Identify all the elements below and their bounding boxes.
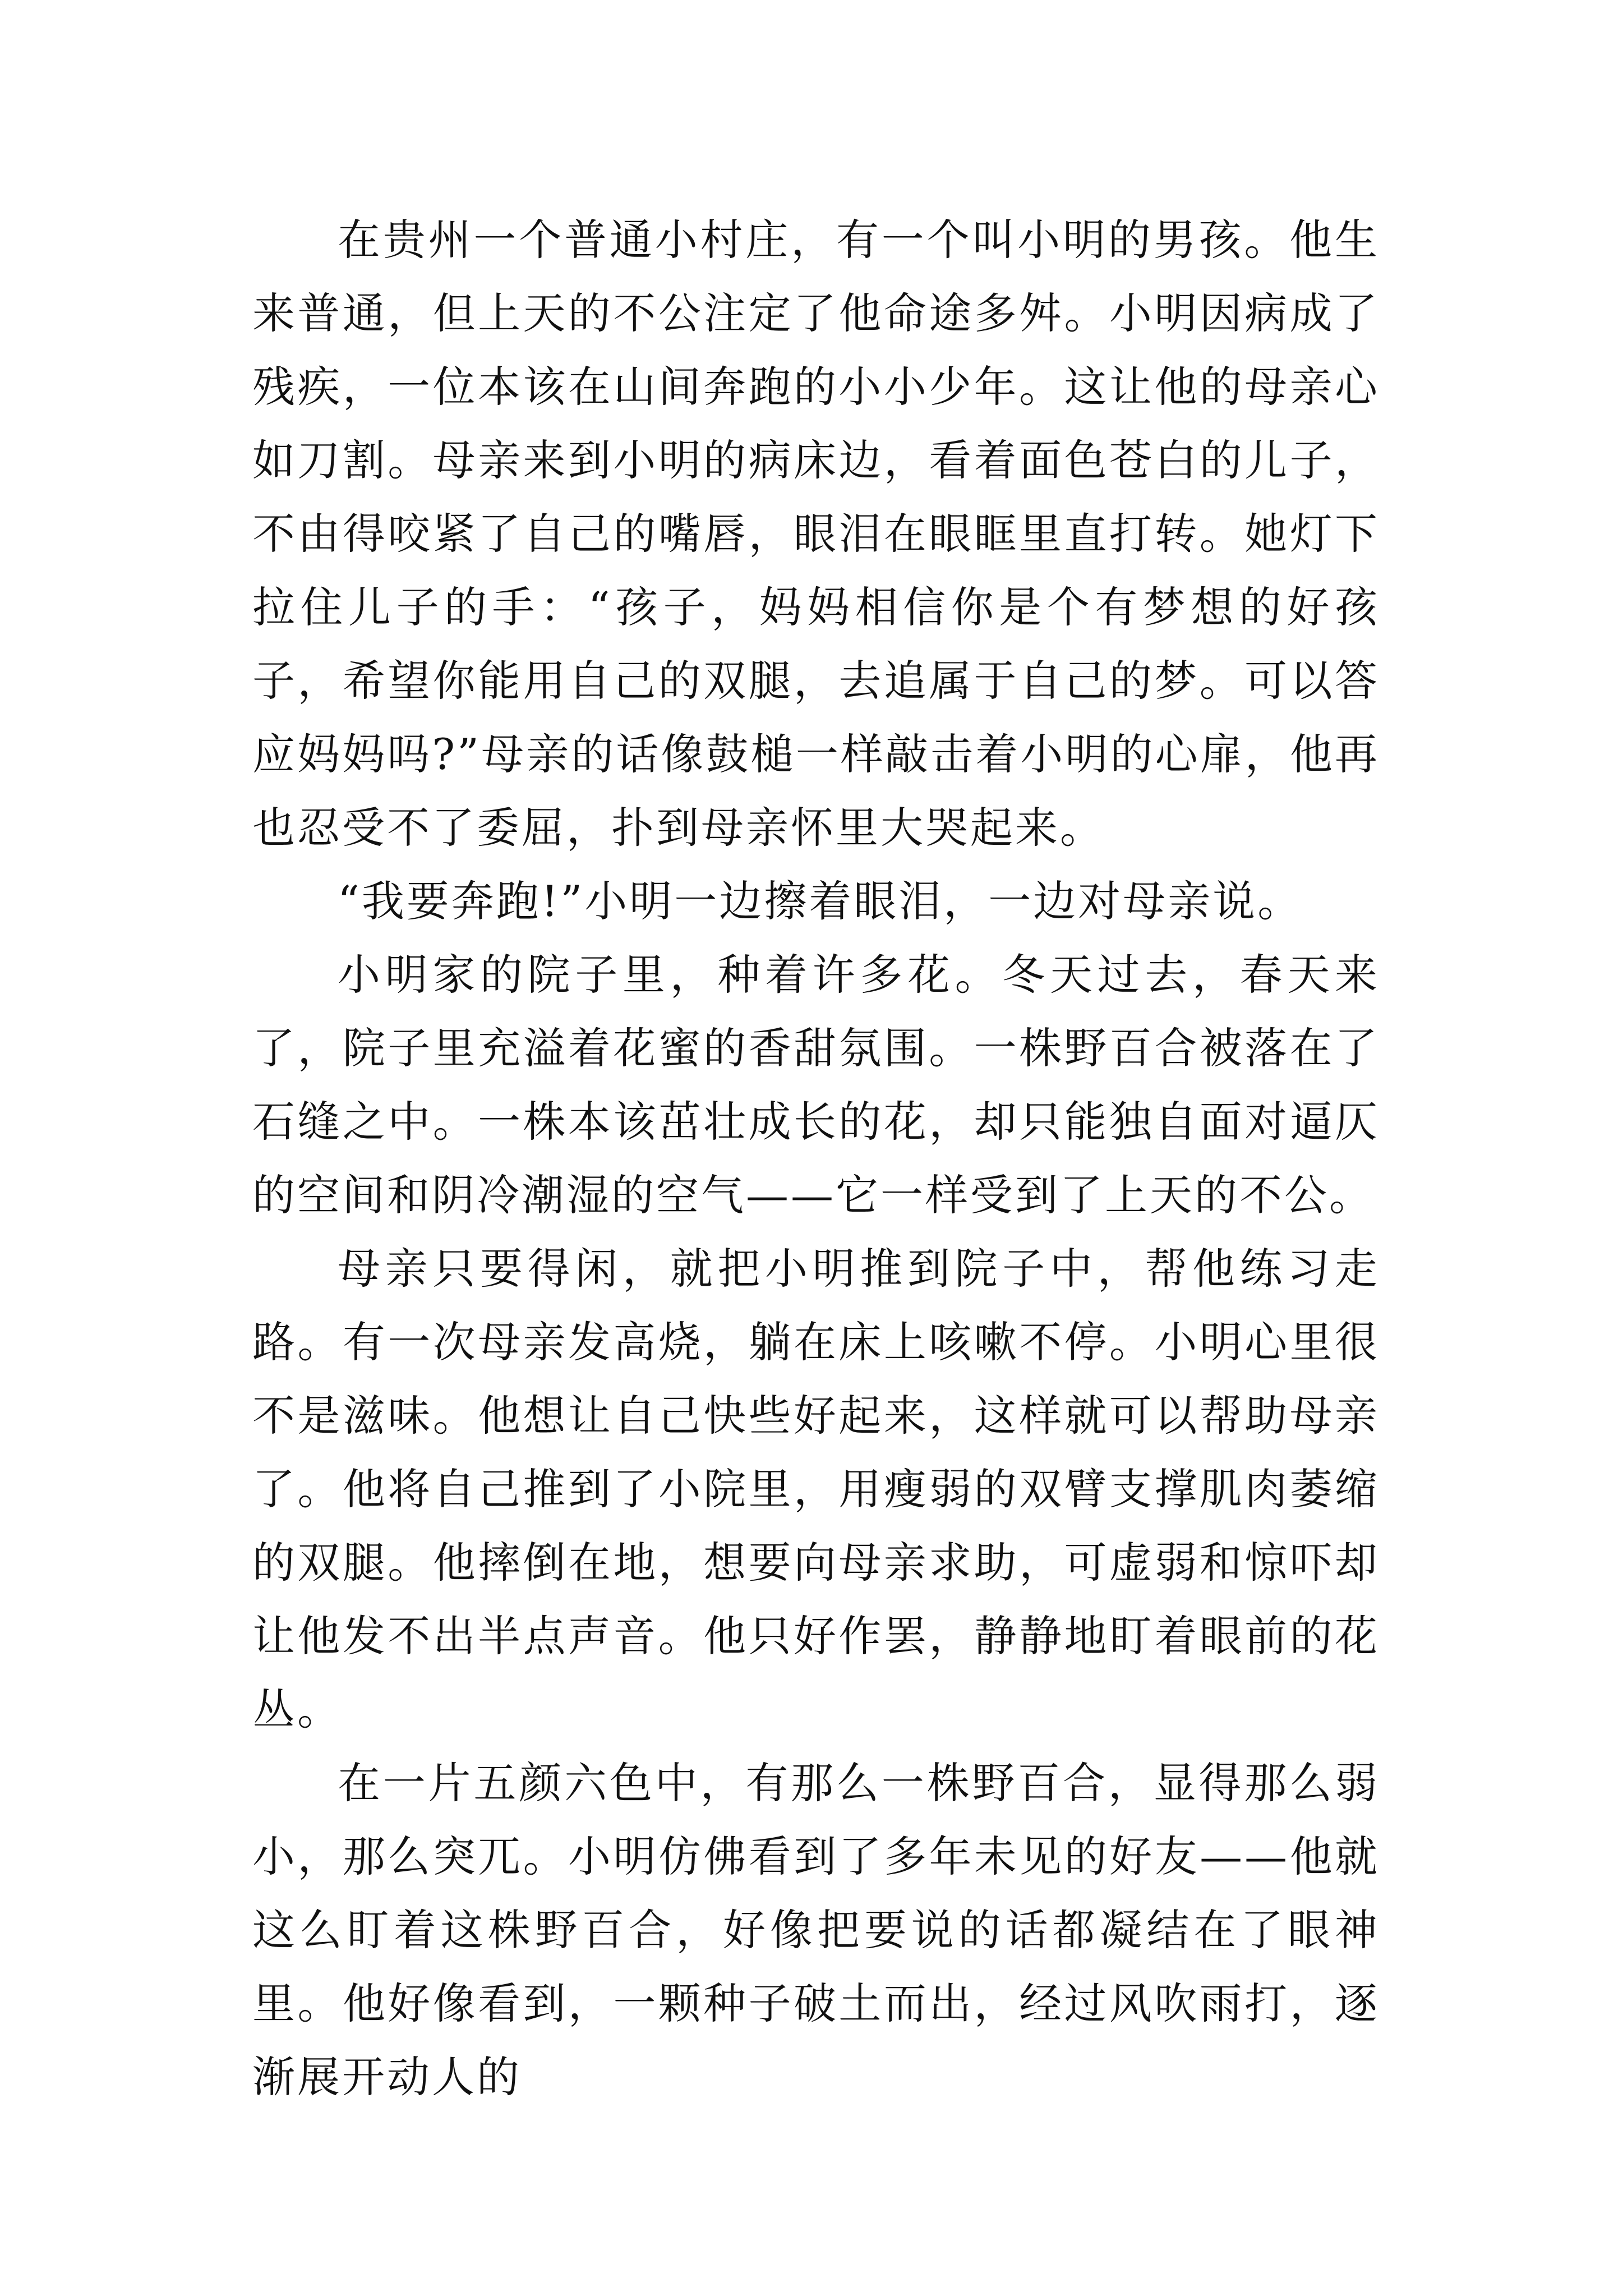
paragraph-4: 母亲只要得闲，就把小明推到院子中，帮他练习走路。有一次母亲发高烧，躺在床上咳嗽不停。小明心里很不是滋味。他想让自己快些好起来，这样就可以帮助母亲了。他将自己推到了小院里，用瘦弱的双臂支撑肌肉萎缩的双腿。他摔倒在地，想要向母亲求助，可虚弱和惊吓却让他发不出半点声音。他只好作罢，静静地盯着眼前的花丛。 — [252, 1244, 1380, 1734]
paragraph-2: “我要奔跑!”小明一边擦着眼泪，一边对母亲说。 — [338, 876, 1303, 926]
paragraph-5: 在一片五颜六色中，有那么一株野百合，显得那么弱小，那么突兀。小明仿佛看到了多年未见的好友——他就这么盯着这株野百合，好像把要说的话都凝结在了眼神里。他好像看到，一颗种子破土而出，经过风吹雨打，逐渐展开动人的 — [252, 1758, 1380, 2102]
paragraph-1: 在贵州一个普通小村庄，有一个叫小明的男孩。他生来普通，但上天的不公注定了他命途多舛。小明因病成了残疾，一位本该在山间奔跑的小小少年。这让他的母亲心如刀割。母亲来到小明的病床边，看着面色苍白的儿子，不由得咬紧了自己的嘴唇，眼泪在眼眶里直打转。她灯下拉住儿子的手：“孩子，妈妈相信你是个有梦想的好孩子，希望你能用自己的双腿，去追属于自己的梦。可以答应妈妈吗?”母亲的话像鼓槌一样敲击着小明的心扉，他再也忍受不了委屈，扑到母亲怀里大哭起来。 — [252, 215, 1380, 853]
document-body — [252, 203, 1380, 2114]
paragraph-3: 小明家的院子里，种着许多花。冬天过去，春天来了，院子里充溢着花蜜的香甜氛围。一株野百合被落在了石缝之中。一株本该茁壮成长的花，却只能独自面对逼仄的空间和阴冷潮湿的空气——它一样受到了上天的不公。 — [252, 950, 1380, 1220]
